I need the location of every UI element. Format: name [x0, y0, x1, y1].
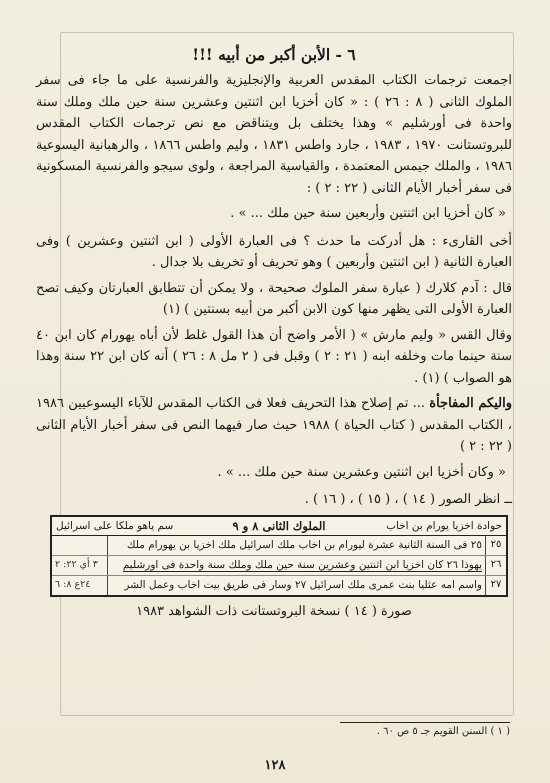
verse-text-highlighted: يهوذا ٢٦ كان اخزيا ابن اثنتين وعشرين سنة حين ملك وملك سنة واحدة فى اورشليم	[122, 558, 482, 571]
footnote-divider	[340, 722, 510, 723]
scripture-figure	[50, 515, 508, 597]
paragraph-6: ــ انظر الصور ( ١٤ ) ، ( ١٥ ) ، ( ١٦ ) .	[304, 492, 512, 507]
figure-header	[52, 517, 506, 536]
paragraph-2: أخى القارىء : هل أدركت ما حدث ؟ فى العبارة الأولى ( ابن اثنتين وعشرين ) وفى العبارة الثانية ( ابن اثنتين وأربعين ) وهو تحريف أو تخريف بلا جدال .	[36, 233, 512, 270]
paragraph-4: وقال القس « وليم مارش » ( الأمر واضح أن هذا القول غلط لأن أباه يهورام كان ابن ٤٠ سنة حينما مات وخلفه ابنه ( ٢١ : ٢ ) وقبل فى ( ٢ مل ٨ : ٢٦ ) أنه كان ابن ٢٢ سنة وهذا هو الصواب ) (١) .	[36, 327, 512, 386]
footnote: ( ١ ) السنن القويم جـ ٥ ص ٦٠ .	[376, 726, 510, 737]
figure-header-left: سم ياهو ملكا على اسرائيل	[56, 519, 174, 532]
cross-reference: ٢٤ع ٨: ٦	[52, 576, 108, 595]
paragraph-1: اجمعت ترجمات الكتاب المقدس العربية والإنجليزية والفرنسية على ما جاء فى سفر الملوك الثانى ( ٨ : ٢٦ ) : « كان أخزيا ابن اثنتين وعشرين سنة حين ملك وملك سنة واحدة فى أورشليم » وهذا يختلف بل ويتناقض مع نص ترجمات الكتاب المقدس للبروتستانت ١٩٧٠ ، ١٩٨٣ ، جارد واطس ١٨٣١ ، وليم واطس ١٨٦٦ ، والرهبانية اليسوعية ١٩٨٦ ، والملك جيمس المعتمدة ، والقياسية المراجعة ، ولوى سيجو والفرنسية المسكونية فى سفر أخبار الأيام الثانى ( ٢٢ : ٢ ) :	[36, 73, 513, 196]
figure-caption: صورة ( ١٤ ) نسخة البروتستانت ذات الشواهد ١٩٨٣	[136, 603, 412, 619]
verse-text: واسم امه عثليا بنت عمرى ملك اسرائيل ٢٧ وسار فى طريق بيت اخاب وعمل الشر	[124, 578, 482, 591]
surprise-label: واليكم المفاجأة	[429, 396, 512, 411]
paragraph-5	[36, 393, 512, 458]
figure-header-right: حوادة اخزيا يورام بن اخاب	[386, 519, 502, 532]
paragraph-3: قال : آدم كلارك ( عبارة سفر الملوك صحيحة ، ولا يمكن أن تتطابق العبارتان وكيف تصح العبارة الأولى التى يظهر منها كون الابن أكبر من أبيه بسنتين ) (١)	[36, 280, 512, 317]
verse-number: ٢٦	[485, 556, 506, 575]
paragraph-5-text: ... تم إصلاح هذا التحريف فعلا فى الكتاب المقدس للآباء اليسوعيين ١٩٨٦ ، الكتاب المقدس ( كتاب الحياة ) ١٩٨٨ حيث صار فيهما النص فى سفر أخبار الأيام الثانى ( ٢٢ : ٢ )	[36, 396, 512, 454]
quote-2: « وكان أخزيا ابن اثنتين وعشرين سنة حين ملك ... » .	[217, 464, 506, 480]
verse-text: ٢٥ فى السنة الثانية عشرة ليورام بن اخاب ملك اسرائيل ملك اخزيا بن يهورام ملك	[126, 538, 482, 551]
verse-number: ٢٥	[485, 536, 506, 555]
cross-reference: ٣ أي ٢٢: ٢	[52, 556, 108, 575]
figure-row	[52, 536, 506, 556]
cross-reference	[52, 536, 108, 555]
body-text	[36, 44, 512, 622]
section-title: ٦ - الأبن أكبر من أبيه !!!	[192, 45, 356, 64]
figure-row	[52, 576, 506, 595]
quote-1: « كان أخزيا ابن اثنتين وأربعين سنة حين ملك ... » .	[230, 206, 506, 221]
figure-row	[52, 556, 506, 576]
verse-number: ٢٧	[485, 576, 506, 595]
page-number: ١٢٨	[264, 758, 286, 773]
figure-header-title: الملوك الثانى ٨ و ٩	[232, 518, 326, 533]
